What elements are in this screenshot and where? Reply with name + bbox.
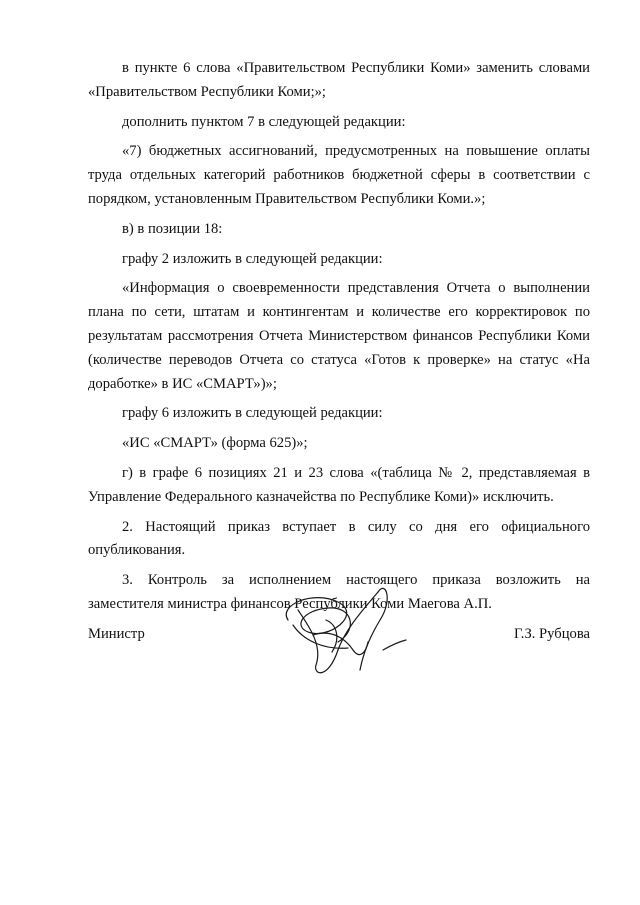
paragraph-column-6-positions: г) в графе 6 позициях 21 и 23 слова «(таблица № 2, представляемая в Управление Федерального казначейства по Республике Коми)» исключить. (88, 464, 590, 505)
paragraph-add-item-7: дополнить пунктом 7 в следующей редакции: (122, 113, 406, 130)
document-body (88, 57, 590, 617)
paragraph-column-6-text: «ИС «СМАРТ» (форма 625)»; (122, 435, 308, 452)
signature-block (88, 626, 590, 666)
paragraph-item-7-text: «7) бюджетных ассигнований, предусмотренных на повышение оплаты труда отдельных категорий работников бюджетной сферы в соответствии с порядком, установленным Правительством Республики Коми.»; (88, 143, 590, 207)
signatory-title: Министр (88, 626, 145, 642)
paragraph-item-6-replace: в пункте 6 слова «Правительством Республики Коми» заменить словами «Правительством Республики Коми;»; (88, 60, 590, 100)
paragraph-column-6: графу 6 изложить в следующей редакции: (122, 405, 383, 422)
paragraph-effective-date: 2. Настоящий приказ вступает в силу со дня его официального опубликования. (88, 518, 590, 559)
paragraph-control: 3. Контроль за исполнением настоящего приказа возложить на заместителя министра финансов Республики Коми Маегова А.П. (88, 572, 590, 612)
paragraph-position-18: в) в позиции 18: (122, 220, 223, 237)
signatory-name: Г.З. Рубцова (514, 626, 590, 642)
paragraph-column-2-text: «Информация о своевременности представления Отчета о выполнении плана по сети, штатам и контингентам и количестве его корректировок по результатам рассмотрения Отчета Министерством финансов Республики Коми (количестве переводов Отчета со статуса «Готов к проверке» на статус «На доработке» в ИС «СМАРТ»)»; (88, 280, 590, 392)
paragraph-column-2: графу 2 изложить в следующей редакции: (122, 250, 383, 267)
